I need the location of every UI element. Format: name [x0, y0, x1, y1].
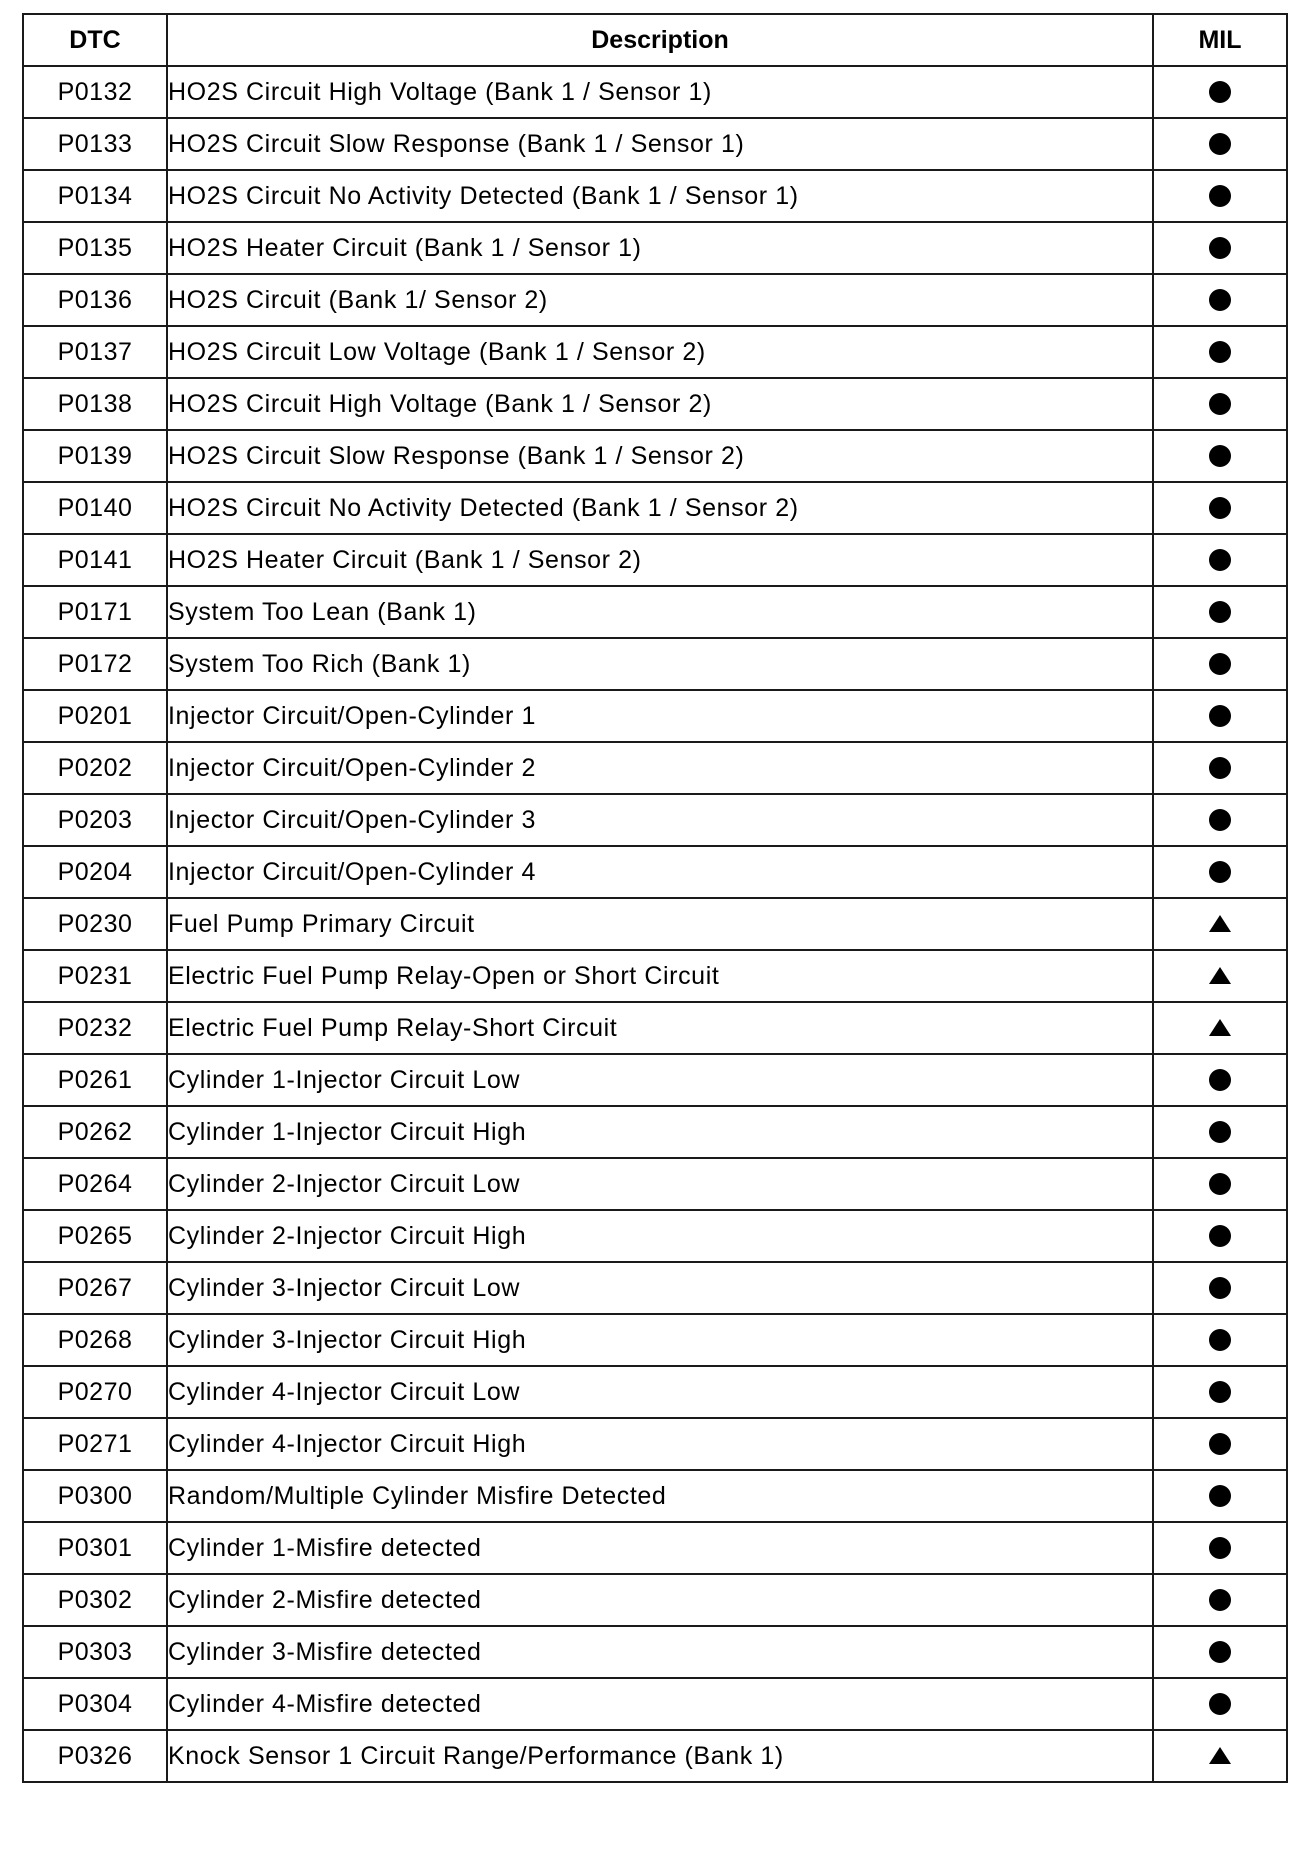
dtc-description-cell: Injector Circuit/Open-Cylinder 4	[167, 846, 1153, 898]
dtc-description-cell: System Too Lean (Bank 1)	[167, 586, 1153, 638]
dtc-description-cell: HO2S Circuit No Activity Detected (Bank 1 / Sensor 1)	[167, 170, 1153, 222]
table-row	[23, 430, 1287, 482]
table-row	[23, 1574, 1287, 1626]
dtc-description-cell: HO2S Circuit (Bank 1/ Sensor 2)	[167, 274, 1153, 326]
table-row	[23, 742, 1287, 794]
dtc-table	[22, 13, 1288, 1783]
table-row	[23, 1054, 1287, 1106]
dtc-code-cell: P0230	[23, 898, 167, 950]
table-row	[23, 1678, 1287, 1730]
table-row	[23, 378, 1287, 430]
mil-dot-icon	[1209, 1381, 1231, 1403]
dtc-description-cell: Injector Circuit/Open-Cylinder 1	[167, 690, 1153, 742]
dtc-code-cell: P0268	[23, 1314, 167, 1366]
dtc-description-cell: Cylinder 1-Injector Circuit High	[167, 1106, 1153, 1158]
dtc-code-cell: P0201	[23, 690, 167, 742]
dtc-code-cell: P0203	[23, 794, 167, 846]
table-row	[23, 898, 1287, 950]
dtc-description-cell: Cylinder 4-Misfire detected	[167, 1678, 1153, 1730]
table-row	[23, 638, 1287, 690]
dtc-code-cell: P0132	[23, 66, 167, 118]
dtc-description-cell: Cylinder 3-Misfire detected	[167, 1626, 1153, 1678]
dtc-code-cell: P0137	[23, 326, 167, 378]
table-row	[23, 1002, 1287, 1054]
header-row	[23, 14, 1287, 66]
mil-cell	[1153, 1054, 1287, 1106]
dtc-code-cell: P0135	[23, 222, 167, 274]
table-row	[23, 170, 1287, 222]
mil-dot-icon	[1209, 705, 1231, 727]
dtc-code-cell: P0301	[23, 1522, 167, 1574]
dtc-code-cell: P0302	[23, 1574, 167, 1626]
dtc-description-cell: Electric Fuel Pump Relay-Open or Short Circuit	[167, 950, 1153, 1002]
dtc-description-cell: HO2S Circuit No Activity Detected (Bank 1 / Sensor 2)	[167, 482, 1153, 534]
mil-dot-icon	[1209, 497, 1231, 519]
mil-cell	[1153, 274, 1287, 326]
dtc-description-cell: Cylinder 1-Injector Circuit Low	[167, 1054, 1153, 1106]
mil-cell	[1153, 794, 1287, 846]
table-body	[23, 66, 1287, 1782]
table-row	[23, 1158, 1287, 1210]
table-row	[23, 534, 1287, 586]
mil-dot-icon	[1209, 133, 1231, 155]
mil-cell	[1153, 1678, 1287, 1730]
table-header	[23, 14, 1287, 66]
dtc-description-cell: Cylinder 2-Injector Circuit High	[167, 1210, 1153, 1262]
dtc-description-cell: Knock Sensor 1 Circuit Range/Performance (Bank 1)	[167, 1730, 1153, 1782]
dtc-description-cell: Cylinder 1-Misfire detected	[167, 1522, 1153, 1574]
mil-triangle-icon	[1209, 1019, 1231, 1036]
mil-dot-icon	[1209, 1433, 1231, 1455]
mil-dot-icon	[1209, 809, 1231, 831]
dtc-description-cell: HO2S Circuit Slow Response (Bank 1 / Sensor 2)	[167, 430, 1153, 482]
mil-cell	[1153, 1522, 1287, 1574]
table-row	[23, 1730, 1287, 1782]
table-row	[23, 846, 1287, 898]
table-row	[23, 274, 1287, 326]
dtc-code-cell: P0262	[23, 1106, 167, 1158]
mil-cell	[1153, 118, 1287, 170]
mil-cell	[1153, 898, 1287, 950]
mil-dot-icon	[1209, 289, 1231, 311]
mil-dot-icon	[1209, 1173, 1231, 1195]
mil-cell	[1153, 482, 1287, 534]
mil-dot-icon	[1209, 1329, 1231, 1351]
dtc-code-cell: P0232	[23, 1002, 167, 1054]
table-row	[23, 690, 1287, 742]
mil-dot-icon	[1209, 861, 1231, 883]
mil-triangle-icon	[1209, 915, 1231, 932]
mil-dot-icon	[1209, 601, 1231, 623]
dtc-description-cell: Random/Multiple Cylinder Misfire Detected	[167, 1470, 1153, 1522]
dtc-description-cell: Cylinder 4-Injector Circuit High	[167, 1418, 1153, 1470]
mil-cell	[1153, 1418, 1287, 1470]
dtc-code-cell: P0202	[23, 742, 167, 794]
dtc-code-cell: P0231	[23, 950, 167, 1002]
mil-cell	[1153, 742, 1287, 794]
mil-triangle-icon	[1209, 967, 1231, 984]
mil-dot-icon	[1209, 1069, 1231, 1091]
table-row	[23, 1470, 1287, 1522]
dtc-code-cell: P0265	[23, 1210, 167, 1262]
mil-dot-icon	[1209, 653, 1231, 675]
mil-dot-icon	[1209, 1121, 1231, 1143]
mil-cell	[1153, 950, 1287, 1002]
mil-dot-icon	[1209, 185, 1231, 207]
mil-cell	[1153, 1470, 1287, 1522]
mil-cell	[1153, 1366, 1287, 1418]
mil-cell	[1153, 690, 1287, 742]
table-row	[23, 1210, 1287, 1262]
dtc-description-cell: HO2S Heater Circuit (Bank 1 / Sensor 2)	[167, 534, 1153, 586]
dtc-code-cell: P0204	[23, 846, 167, 898]
dtc-column-header: DTC	[23, 14, 167, 66]
table-row	[23, 950, 1287, 1002]
mil-cell	[1153, 326, 1287, 378]
dtc-code-cell: P0139	[23, 430, 167, 482]
dtc-description-cell: HO2S Circuit Slow Response (Bank 1 / Sensor 1)	[167, 118, 1153, 170]
dtc-description-cell: Cylinder 2-Misfire detected	[167, 1574, 1153, 1626]
table-row	[23, 66, 1287, 118]
mil-dot-icon	[1209, 81, 1231, 103]
mil-cell	[1153, 1626, 1287, 1678]
dtc-code-cell: P0271	[23, 1418, 167, 1470]
mil-dot-icon	[1209, 1485, 1231, 1507]
mil-dot-icon	[1209, 549, 1231, 571]
dtc-description-cell: HO2S Circuit Low Voltage (Bank 1 / Sensor 2)	[167, 326, 1153, 378]
dtc-code-cell: P0138	[23, 378, 167, 430]
table-row	[23, 222, 1287, 274]
dtc-code-cell: P0136	[23, 274, 167, 326]
mil-dot-icon	[1209, 757, 1231, 779]
table-row	[23, 1314, 1287, 1366]
table-row	[23, 118, 1287, 170]
document-page	[22, 13, 1286, 1783]
table-row	[23, 1522, 1287, 1574]
mil-cell	[1153, 66, 1287, 118]
table-row	[23, 1262, 1287, 1314]
dtc-code-cell: P0267	[23, 1262, 167, 1314]
mil-dot-icon	[1209, 1693, 1231, 1715]
mil-dot-icon	[1209, 1277, 1231, 1299]
mil-cell	[1153, 1106, 1287, 1158]
dtc-description-cell: HO2S Circuit High Voltage (Bank 1 / Sensor 1)	[167, 66, 1153, 118]
dtc-code-cell: P0141	[23, 534, 167, 586]
dtc-code-cell: P0303	[23, 1626, 167, 1678]
dtc-description-cell: Cylinder 3-Injector Circuit High	[167, 1314, 1153, 1366]
table-row	[23, 1366, 1287, 1418]
mil-dot-icon	[1209, 1641, 1231, 1663]
table-row	[23, 482, 1287, 534]
mil-cell	[1153, 1262, 1287, 1314]
table-row	[23, 1418, 1287, 1470]
mil-dot-icon	[1209, 1589, 1231, 1611]
dtc-code-cell: P0172	[23, 638, 167, 690]
mil-cell	[1153, 1002, 1287, 1054]
mil-cell	[1153, 222, 1287, 274]
dtc-description-cell: Cylinder 3-Injector Circuit Low	[167, 1262, 1153, 1314]
dtc-code-cell: P0270	[23, 1366, 167, 1418]
mil-dot-icon	[1209, 1537, 1231, 1559]
dtc-code-cell: P0326	[23, 1730, 167, 1782]
dtc-code-cell: P0134	[23, 170, 167, 222]
table-row	[23, 586, 1287, 638]
dtc-description-cell: HO2S Heater Circuit (Bank 1 / Sensor 1)	[167, 222, 1153, 274]
dtc-description-cell: Fuel Pump Primary Circuit	[167, 898, 1153, 950]
table-row	[23, 1106, 1287, 1158]
dtc-description-cell: Injector Circuit/Open-Cylinder 2	[167, 742, 1153, 794]
mil-dot-icon	[1209, 393, 1231, 415]
mil-column-header: MIL	[1153, 14, 1287, 66]
mil-cell	[1153, 846, 1287, 898]
mil-cell	[1153, 1210, 1287, 1262]
mil-triangle-icon	[1209, 1747, 1231, 1764]
mil-cell	[1153, 170, 1287, 222]
mil-dot-icon	[1209, 445, 1231, 467]
mil-cell	[1153, 638, 1287, 690]
table-row	[23, 326, 1287, 378]
dtc-code-cell: P0171	[23, 586, 167, 638]
mil-cell	[1153, 586, 1287, 638]
dtc-description-cell: Cylinder 2-Injector Circuit Low	[167, 1158, 1153, 1210]
table-row	[23, 794, 1287, 846]
mil-dot-icon	[1209, 341, 1231, 363]
mil-cell	[1153, 1730, 1287, 1782]
mil-cell	[1153, 1158, 1287, 1210]
dtc-description-cell: Injector Circuit/Open-Cylinder 3	[167, 794, 1153, 846]
dtc-code-cell: P0261	[23, 1054, 167, 1106]
mil-dot-icon	[1209, 237, 1231, 259]
mil-dot-icon	[1209, 1225, 1231, 1247]
mil-cell	[1153, 534, 1287, 586]
dtc-code-cell: P0304	[23, 1678, 167, 1730]
dtc-description-cell: Cylinder 4-Injector Circuit Low	[167, 1366, 1153, 1418]
mil-cell	[1153, 1574, 1287, 1626]
dtc-code-cell: P0133	[23, 118, 167, 170]
dtc-code-cell: P0264	[23, 1158, 167, 1210]
dtc-description-cell: Electric Fuel Pump Relay-Short Circuit	[167, 1002, 1153, 1054]
dtc-code-cell: P0300	[23, 1470, 167, 1522]
dtc-code-cell: P0140	[23, 482, 167, 534]
mil-cell	[1153, 430, 1287, 482]
mil-cell	[1153, 378, 1287, 430]
dtc-description-cell: HO2S Circuit High Voltage (Bank 1 / Sensor 2)	[167, 378, 1153, 430]
description-column-header: Description	[167, 14, 1153, 66]
mil-cell	[1153, 1314, 1287, 1366]
dtc-description-cell: System Too Rich (Bank 1)	[167, 638, 1153, 690]
table-row	[23, 1626, 1287, 1678]
